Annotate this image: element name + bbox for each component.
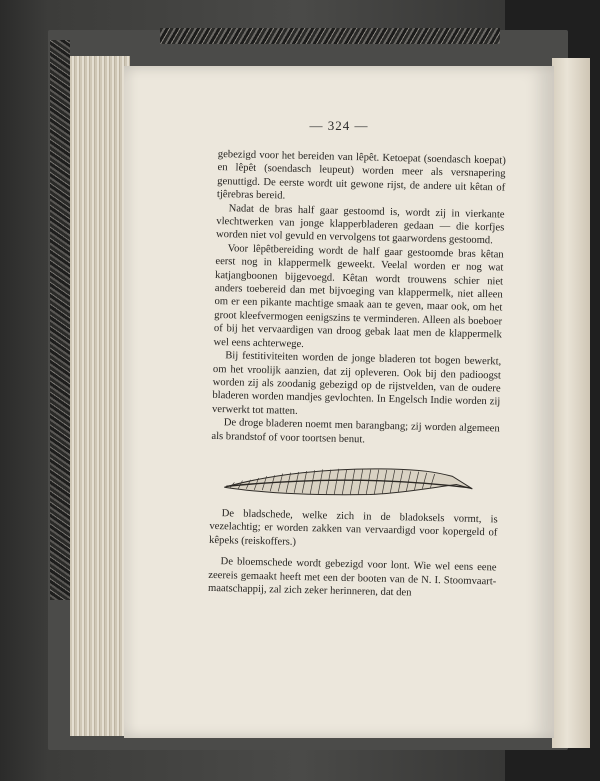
palm-frond-leaf-icon bbox=[220, 453, 481, 503]
paragraph: Bij festitiviteiten worden de jonge bladeren tot bogen bewerkt, om het vroolijk aanzien, dat zij opleveren. Ook bij den padioogst worden zij als zoodanig gebezigd op de rijstvelden, van de oudere bladeren worden mandjes gevlochten. In Engelsch Indie worden zij verwerkt tot matten. bbox=[211, 350, 502, 417]
paragraph: De droge bladeren noemt men barangbang; zij worden algemeen als brandstof of voor toortsen benut. bbox=[211, 417, 500, 445]
facing-page bbox=[552, 58, 590, 748]
page-edges bbox=[70, 56, 130, 736]
marbled-endpaper bbox=[50, 40, 70, 600]
paragraph: Voor lêpêtbereiding wordt de half gaar gestoomde bras kêtan eerst nog in klappermelk geweekt. Veelal worden er nog wat katjangboonen bijgevoegd. Kêtan wordt trouwens schier niet anders toebereid dan met bijvoeging van klappermelk, niet alleen om er een pikante machtige smaak aan te geven, maar ook, om het groot kleefvermogen eenigszins te verminderen. Alleen als boeboer of bij het vervaardigen van droog gebak laat men de klappermelk wel eens achterwege. bbox=[213, 243, 504, 350]
paragraph: gebezigd voor het bereiden van lêpêt. Ketoepat (soendasch koepat) en lêpêt (soendasch leupeut) worden meer als versnapering genuttigd. De eerste wordt uit gewone rijst, de andere uit kêtan of tjêrebras bereid. bbox=[216, 148, 506, 202]
paragraph: De bloemschede wordt gebezigd voor lont. Wie wel eens eene zeereis gemaakt heeft met een der booten van de N. I. Stoomvaart-maatschappij, zal zich zeker herinneren, dat den bbox=[207, 556, 497, 599]
marbled-top-edge bbox=[160, 28, 500, 44]
paragraph: De bladschede, welke zich in de bladoksels vormt, is vezelachtig; er worden zakken van vervaardigd voor kopergeld of kêpeks (reiskoffers.) bbox=[208, 508, 498, 548]
paragraph: Nadat de bras half gaar gestoomd is, wordt zij in vierkante vlechtwerken van jonge klapperbladeren gedaan — die korfjes worden niet vol gevuld en vervolgens tot gaarwordens gestoomd. bbox=[215, 202, 505, 247]
page-number: — 324 — bbox=[309, 118, 369, 133]
page-text bbox=[208, 148, 506, 602]
book-page bbox=[124, 66, 554, 738]
